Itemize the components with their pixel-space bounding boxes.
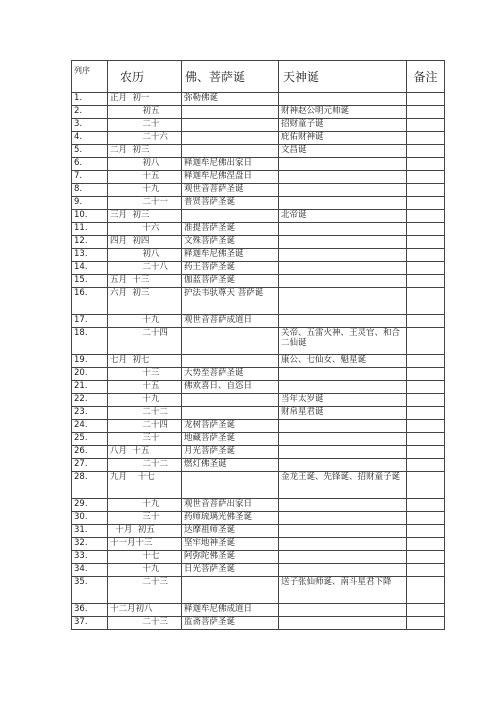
row-buddha-birthday: 大势至菩萨圣诞 [182, 368, 279, 381]
row-remarks [407, 145, 445, 158]
row-buddha-birthday: 弥勒佛诞 [182, 93, 279, 106]
row-lunar-date: 二十二 [108, 459, 182, 472]
row-index: 10. [72, 210, 108, 223]
row-buddha-birthday: 坚牢地神圣诞 [182, 538, 279, 551]
row-lunar-date: 二十三 [108, 617, 182, 630]
row-remarks [407, 459, 445, 472]
table-row [72, 446, 445, 459]
row-deity-birthday [279, 368, 407, 381]
row-lunar-date: 四月 初四 [108, 236, 182, 249]
row-buddha-birthday: 伽蓝菩萨圣诞 [182, 275, 279, 288]
row-deity-birthday [279, 420, 407, 433]
row-remarks [407, 420, 445, 433]
row-lunar-date: 二十 [108, 119, 182, 132]
row-remarks [407, 315, 445, 328]
row-remarks [407, 407, 445, 420]
row-buddha-birthday [182, 394, 279, 407]
row-index: 18. [72, 328, 108, 355]
row-lunar-date: 初五 [108, 106, 182, 119]
row-deity-birthday [279, 499, 407, 512]
row-remarks [407, 328, 445, 355]
row-buddha-birthday: 佛欢喜日、自恣日 [182, 381, 279, 394]
table-row [72, 617, 445, 630]
festival-table [71, 60, 445, 630]
table-row [72, 315, 445, 328]
row-remarks [407, 106, 445, 119]
table-row [72, 512, 445, 525]
row-remarks [407, 158, 445, 171]
row-index: 8. [72, 184, 108, 197]
row-deity-birthday: 当年太岁诞 [279, 394, 407, 407]
row-lunar-date: 十九 [108, 184, 182, 197]
row-lunar-date: 八月 十五 [108, 446, 182, 459]
row-buddha-birthday: 日光菩萨圣诞 [182, 564, 279, 577]
table-row [72, 564, 445, 577]
row-index: 29. [72, 499, 108, 512]
row-lunar-date: 六月 初三 [108, 288, 182, 315]
row-remarks [407, 525, 445, 538]
row-remarks [407, 472, 445, 499]
row-lunar-date: 二月 初三 [108, 145, 182, 158]
table-row [72, 119, 445, 132]
row-remarks [407, 355, 445, 368]
row-index: 15. [72, 275, 108, 288]
row-index: 11. [72, 223, 108, 236]
row-lunar-date: 二十二 [108, 407, 182, 420]
row-lunar-date: 十五 [108, 381, 182, 394]
row-lunar-date: 初八 [108, 249, 182, 262]
row-lunar-date: 五月 十三 [108, 275, 182, 288]
row-deity-birthday [279, 197, 407, 210]
table-row [72, 355, 445, 368]
row-remarks [407, 223, 445, 236]
row-deity-birthday [279, 512, 407, 525]
row-buddha-birthday: 释迦牟尼佛涅盘日 [182, 171, 279, 184]
table-row [72, 538, 445, 551]
row-deity-birthday [279, 288, 407, 315]
row-index: 36. [72, 604, 108, 617]
row-lunar-date: 二十八 [108, 262, 182, 275]
row-deity-birthday [279, 315, 407, 328]
table-row [72, 249, 445, 262]
row-buddha-birthday [182, 132, 279, 145]
row-remarks [407, 288, 445, 315]
row-buddha-birthday [182, 355, 279, 368]
row-index: 35. [72, 577, 108, 604]
row-lunar-date: 初八 [108, 158, 182, 171]
row-deity-birthday [279, 604, 407, 617]
header-index: 列序 [72, 61, 108, 93]
row-deity-birthday [279, 381, 407, 394]
table-row [72, 236, 445, 249]
table-row [72, 525, 445, 538]
row-deity-birthday: 关帝、五雷火神、王灵官、和合二仙诞 [279, 328, 407, 355]
row-buddha-birthday [182, 407, 279, 420]
table-row [72, 381, 445, 394]
row-index: 2. [72, 106, 108, 119]
row-index: 4. [72, 132, 108, 145]
row-buddha-birthday: 观世音菩萨成道日 [182, 315, 279, 328]
row-lunar-date: 十六 [108, 223, 182, 236]
table-row [72, 433, 445, 446]
table-row [72, 394, 445, 407]
row-remarks [407, 577, 445, 604]
row-remarks [407, 132, 445, 145]
table-row [72, 604, 445, 617]
row-buddha-birthday: 释迦牟尼佛圣诞 [182, 249, 279, 262]
row-buddha-birthday: 监斋菩萨圣诞 [182, 617, 279, 630]
row-deity-birthday [279, 617, 407, 630]
row-index: 28. [72, 472, 108, 499]
row-buddha-birthday: 龙树菩萨圣诞 [182, 420, 279, 433]
row-index: 33. [72, 551, 108, 564]
row-buddha-birthday: 释迦牟尼佛成道日 [182, 604, 279, 617]
row-lunar-date: 七月 初七 [108, 355, 182, 368]
header-row [72, 61, 445, 93]
table-row [72, 577, 445, 604]
table-row [72, 499, 445, 512]
row-remarks [407, 617, 445, 630]
row-deity-birthday: 招财童子诞 [279, 119, 407, 132]
row-lunar-date: 十七 [108, 551, 182, 564]
row-buddha-birthday: 观世音菩萨圣诞 [182, 184, 279, 197]
row-buddha-birthday: 普贤菩萨圣诞 [182, 197, 279, 210]
header-deity-birthday: 天神诞 [279, 61, 407, 93]
row-lunar-date: 二十一 [108, 197, 182, 210]
row-index: 21. [72, 381, 108, 394]
row-deity-birthday [279, 184, 407, 197]
row-deity-birthday: 财神赵公明元帅诞 [279, 106, 407, 119]
row-deity-birthday [279, 433, 407, 446]
row-index: 12. [72, 236, 108, 249]
row-buddha-birthday: 药师琉璃光佛圣诞 [182, 512, 279, 525]
row-index: 6. [72, 158, 108, 171]
row-deity-birthday [279, 236, 407, 249]
row-deity-birthday: 送子张仙师诞、南斗星君下降 [279, 577, 407, 604]
row-index: 31. [72, 525, 108, 538]
row-buddha-birthday [182, 106, 279, 119]
row-remarks [407, 210, 445, 223]
table-row [72, 145, 445, 158]
row-index: 26. [72, 446, 108, 459]
row-buddha-birthday [182, 145, 279, 158]
row-deity-birthday [279, 262, 407, 275]
row-lunar-date: 十二月初八 [108, 604, 182, 617]
row-lunar-date: 十九 [108, 564, 182, 577]
row-index: 34. [72, 564, 108, 577]
table-row [72, 197, 445, 210]
row-deity-birthday [279, 446, 407, 459]
row-buddha-birthday: 释迦牟尼佛出家日 [182, 158, 279, 171]
table-row [72, 210, 445, 223]
header-remarks: 备注 [407, 61, 445, 93]
row-lunar-date: 十九 [108, 394, 182, 407]
row-remarks [407, 119, 445, 132]
row-buddha-birthday [182, 210, 279, 223]
table-row [72, 551, 445, 564]
row-buddha-birthday: 地藏菩萨圣诞 [182, 433, 279, 446]
row-deity-birthday: 康公、七仙女、魁星诞 [279, 355, 407, 368]
row-index: 30. [72, 512, 108, 525]
row-deity-birthday [279, 275, 407, 288]
row-remarks [407, 446, 445, 459]
row-deity-birthday [279, 223, 407, 236]
row-buddha-birthday: 药王菩萨圣诞 [182, 262, 279, 275]
table-row [72, 288, 445, 315]
row-lunar-date: 十一月十三 [108, 538, 182, 551]
row-deity-birthday: 财帛星君诞 [279, 407, 407, 420]
row-remarks [407, 184, 445, 197]
row-remarks [407, 197, 445, 210]
table-row [72, 93, 445, 106]
row-index: 24. [72, 420, 108, 433]
row-deity-birthday [279, 525, 407, 538]
table-row [72, 132, 445, 145]
row-lunar-date: 十九 [108, 315, 182, 328]
row-buddha-birthday [182, 577, 279, 604]
table-row [72, 262, 445, 275]
row-index: 14. [72, 262, 108, 275]
row-deity-birthday [279, 249, 407, 262]
row-buddha-birthday: 准提菩萨圣诞 [182, 223, 279, 236]
row-remarks [407, 381, 445, 394]
row-deity-birthday: 文昌诞 [279, 145, 407, 158]
row-index: 3. [72, 119, 108, 132]
row-buddha-birthday: 燃灯佛圣诞 [182, 459, 279, 472]
row-buddha-birthday: 达摩祖师圣诞 [182, 525, 279, 538]
table-row [72, 420, 445, 433]
row-buddha-birthday: 文殊菩萨圣诞 [182, 236, 279, 249]
row-deity-birthday [279, 171, 407, 184]
row-index: 13. [72, 249, 108, 262]
row-remarks [407, 275, 445, 288]
row-index: 23. [72, 407, 108, 420]
row-lunar-date: 三十 [108, 433, 182, 446]
row-lunar-date: 十三 [108, 368, 182, 381]
table-row [72, 106, 445, 119]
row-remarks [407, 512, 445, 525]
row-remarks [407, 564, 445, 577]
row-remarks [407, 262, 445, 275]
table-row [72, 223, 445, 236]
row-deity-birthday [279, 93, 407, 106]
row-buddha-birthday [182, 328, 279, 355]
row-lunar-date: 十九 [108, 499, 182, 512]
row-remarks [407, 551, 445, 564]
row-index: 27. [72, 459, 108, 472]
table-row [72, 184, 445, 197]
row-deity-birthday: 北帝诞 [279, 210, 407, 223]
table-row [72, 171, 445, 184]
row-buddha-birthday: 护法韦驮尊天 菩萨诞 [182, 288, 279, 315]
row-lunar-date: 二十四 [108, 420, 182, 433]
table-row [72, 472, 445, 499]
row-deity-birthday [279, 158, 407, 171]
table-row [72, 368, 445, 381]
row-index: 37. [72, 617, 108, 630]
row-remarks [407, 249, 445, 262]
row-deity-birthday [279, 538, 407, 551]
row-lunar-date: 二十四 [108, 328, 182, 355]
row-remarks [407, 433, 445, 446]
row-index: 17. [72, 315, 108, 328]
row-buddha-birthday [182, 119, 279, 132]
row-index: 19. [72, 355, 108, 368]
row-lunar-date: 三月 初三 [108, 210, 182, 223]
row-buddha-birthday: 观世音菩萨出家日 [182, 499, 279, 512]
row-deity-birthday: 庇佑财神诞 [279, 132, 407, 145]
table-row [72, 158, 445, 171]
header-lunar-date: 农历 [108, 61, 182, 93]
row-index: 25. [72, 433, 108, 446]
table-row [72, 328, 445, 355]
table-row [72, 407, 445, 420]
row-index: 20. [72, 368, 108, 381]
row-lunar-date: 三十 [108, 512, 182, 525]
row-remarks [407, 236, 445, 249]
row-index: 5. [72, 145, 108, 158]
table-row [72, 459, 445, 472]
header-buddha-birthday: 佛、菩萨诞 [182, 61, 279, 93]
row-buddha-birthday: 阿弥陀佛圣诞 [182, 551, 279, 564]
row-index: 9. [72, 197, 108, 210]
row-buddha-birthday [182, 472, 279, 499]
row-remarks [407, 538, 445, 551]
row-lunar-date: 十五 [108, 171, 182, 184]
row-remarks [407, 171, 445, 184]
row-remarks [407, 394, 445, 407]
table-row [72, 275, 445, 288]
row-index: 7. [72, 171, 108, 184]
row-remarks [407, 368, 445, 381]
row-remarks [407, 93, 445, 106]
row-lunar-date: 九月 十七 [108, 472, 182, 499]
row-index: 32. [72, 538, 108, 551]
row-lunar-date: 二十三 [108, 577, 182, 604]
row-lunar-date: 二十六 [108, 132, 182, 145]
row-remarks [407, 499, 445, 512]
row-index: 1. [72, 93, 108, 106]
row-remarks [407, 604, 445, 617]
row-index: 16. [72, 288, 108, 315]
row-lunar-date: 正月 初一 [108, 93, 182, 106]
row-buddha-birthday: 月光菩萨圣诞 [182, 446, 279, 459]
row-lunar-date: 十月 初五 [108, 525, 182, 538]
row-deity-birthday [279, 551, 407, 564]
row-deity-birthday [279, 459, 407, 472]
row-deity-birthday [279, 564, 407, 577]
row-deity-birthday: 金龙王诞、先锋诞、招财童子诞 [279, 472, 407, 499]
row-index: 22. [72, 394, 108, 407]
